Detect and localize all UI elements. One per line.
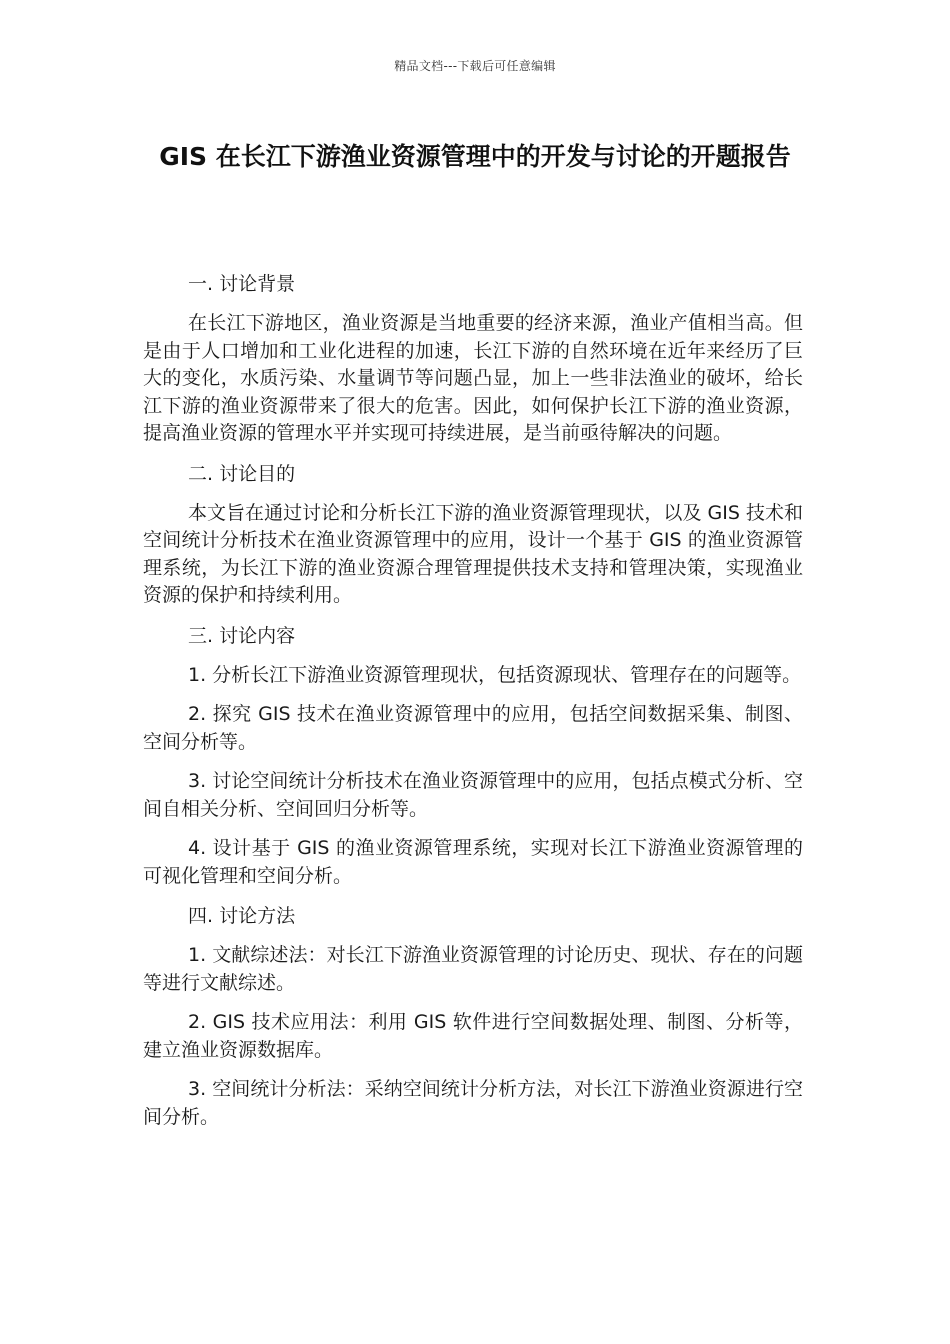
list-item: 2. 探究 GIS 技术在渔业资源管理中的应用，包括空间数据采集、制图、空间分析等。 [143, 703, 803, 753]
section-heading: 四. 讨论方法 [188, 905, 296, 927]
list-item: 3. 空间统计分析法：采纳空间统计分析方法，对长江下游渔业资源进行空间分析。 [143, 1078, 803, 1128]
list-item: 4. 设计基于 GIS 的渔业资源管理系统，实现对长江下游渔业资源管理的可视化管理和空间分析。 [143, 837, 803, 887]
document-body [143, 270, 803, 1143]
section-purpose [143, 460, 803, 610]
list-item: 3. 讨论空间统计分析技术在渔业资源管理中的应用，包括点模式分析、空间自相关分析、空间回归分析等。 [143, 770, 803, 820]
paragraph: 本文旨在通过讨论和分析长江下游的渔业资源管理现状，以及 GIS 技术和空间统计分析技术在渔业资源管理中的应用，设计一个基于 GIS 的渔业资源管理系统，为长江下游的渔业资源合理管理提供技术支持和管理决策，实现渔业资源的保护和持续利用。 [143, 501, 803, 606]
paragraph: 在长江下游地区，渔业资源是当地重要的经济来源，渔业产值相当高。但是由于人口增加和工业化进程的加速，长江下游的自然环境在近年来经历了巨大的变化，水质污染、水量调节等问题凸显，加上一些非法渔业的破坏，给长江下游的渔业资源带来了很大的危害。因此，如何保护长江下游的渔业资源，提高渔业资源的管理水平并实现可持续进展，是当前亟待解决的问题。 [143, 312, 803, 444]
section-heading: 一. 讨论背景 [188, 273, 296, 295]
document-title: GIS 在长江下游渔业资源管理中的开发与讨论的开题报告 [159, 142, 791, 171]
section-methods [143, 902, 803, 1131]
section-heading: 二. 讨论目的 [188, 462, 296, 485]
section-content [143, 622, 803, 891]
list-item: 2. GIS 技术应用法：利用 GIS 软件进行空间数据处理、制图、分析等，建立渔业资源数据库。 [143, 1011, 803, 1061]
section-background [143, 270, 803, 448]
list-item: 1. 文献综述法：对长江下游渔业资源管理的讨论历史、现状、存在的问题等进行文献综述。 [143, 944, 803, 994]
section-heading: 三. 讨论内容 [188, 624, 296, 647]
list-item: 1. 分析长江下游渔业资源管理现状，包括资源现状、管理存在的问题等。 [188, 663, 802, 686]
header-note: 精品文档---下载后可任意编辑 [394, 59, 556, 73]
